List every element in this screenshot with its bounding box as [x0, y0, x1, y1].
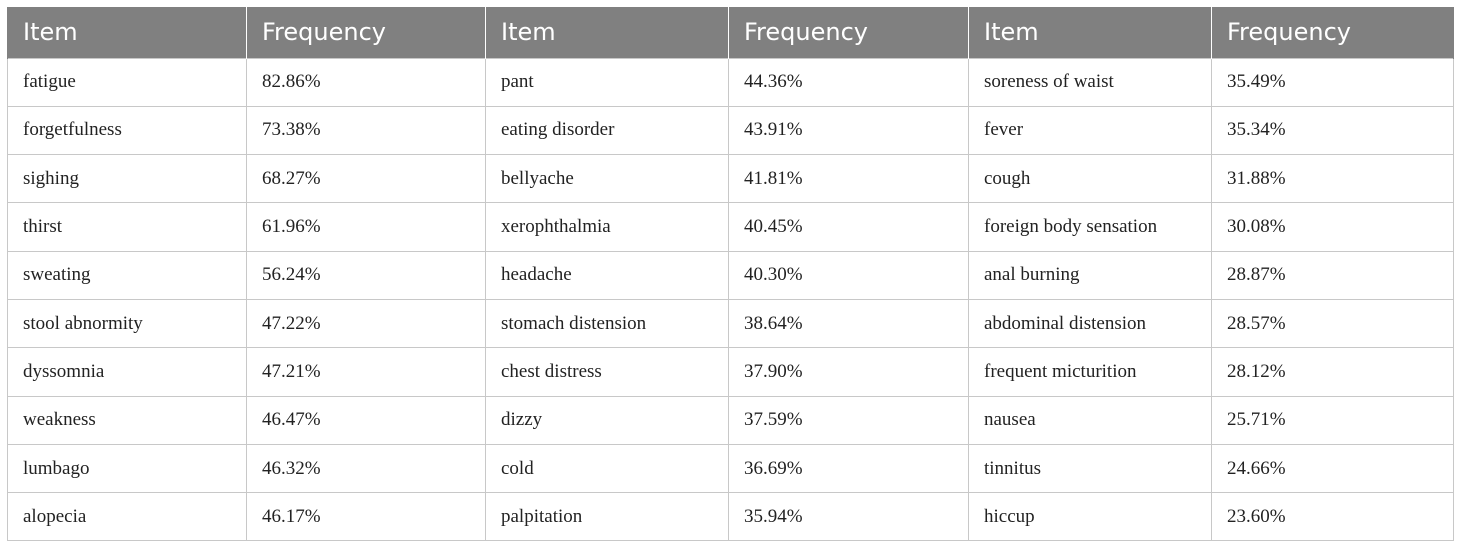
item-cell: anal burning [969, 251, 1212, 299]
frequency-cell: 41.81% [729, 155, 969, 203]
item-cell: dyssomnia [8, 348, 247, 396]
frequency-cell: 47.21% [247, 348, 486, 396]
frequency-cell: 28.57% [1212, 299, 1454, 347]
frequency-cell: 44.36% [729, 58, 969, 106]
frequency-cell: 30.08% [1212, 203, 1454, 251]
frequency-cell: 25.71% [1212, 396, 1454, 444]
frequency-cell: 40.30% [729, 251, 969, 299]
item-cell: lumbago [8, 444, 247, 492]
item-cell: stomach distension [486, 299, 729, 347]
item-cell: stool abnormity [8, 299, 247, 347]
frequency-cell: 68.27% [247, 155, 486, 203]
frequency-cell: 73.38% [247, 106, 486, 154]
item-cell: fever [969, 106, 1212, 154]
item-cell: bellyache [486, 155, 729, 203]
item-cell: palpitation [486, 493, 729, 541]
item-cell: dizzy [486, 396, 729, 444]
frequency-cell: 46.32% [247, 444, 486, 492]
item-cell: weakness [8, 396, 247, 444]
table-row [8, 396, 1454, 444]
item-cell: tinnitus [969, 444, 1212, 492]
table-row [8, 58, 1454, 106]
frequency-cell: 61.96% [247, 203, 486, 251]
header-frequency-2: Frequency [729, 7, 969, 58]
table-row [8, 203, 1454, 251]
table-row [8, 444, 1454, 492]
frequency-cell: 35.49% [1212, 58, 1454, 106]
item-cell: chest distress [486, 348, 729, 396]
item-cell: sighing [8, 155, 247, 203]
frequency-cell: 47.22% [247, 299, 486, 347]
frequency-cell: 31.88% [1212, 155, 1454, 203]
frequency-cell: 40.45% [729, 203, 969, 251]
item-cell: thirst [8, 203, 247, 251]
table-header [8, 7, 1454, 58]
frequency-cell: 23.60% [1212, 493, 1454, 541]
frequency-cell: 46.17% [247, 493, 486, 541]
header-item-1: Item [8, 7, 247, 58]
symptom-frequency-table [7, 7, 1454, 541]
frequency-cell: 37.90% [729, 348, 969, 396]
frequency-cell: 35.34% [1212, 106, 1454, 154]
frequency-cell: 82.86% [247, 58, 486, 106]
item-cell: cough [969, 155, 1212, 203]
item-cell: soreness of waist [969, 58, 1212, 106]
item-cell: frequent micturition [969, 348, 1212, 396]
frequency-cell: 24.66% [1212, 444, 1454, 492]
item-cell: headache [486, 251, 729, 299]
frequency-cell: 43.91% [729, 106, 969, 154]
item-cell: alopecia [8, 493, 247, 541]
table-row [8, 155, 1454, 203]
header-item-3: Item [969, 7, 1212, 58]
item-cell: pant [486, 58, 729, 106]
frequency-table-container [7, 7, 1453, 541]
table-row [8, 493, 1454, 541]
item-cell: foreign body sensation [969, 203, 1212, 251]
item-cell: fatigue [8, 58, 247, 106]
item-cell: hiccup [969, 493, 1212, 541]
frequency-cell: 46.47% [247, 396, 486, 444]
table-row [8, 348, 1454, 396]
frequency-cell: 35.94% [729, 493, 969, 541]
table-body [8, 58, 1454, 541]
table-row [8, 106, 1454, 154]
item-cell: forgetfulness [8, 106, 247, 154]
item-cell: eating disorder [486, 106, 729, 154]
table-row [8, 299, 1454, 347]
header-frequency-3: Frequency [1212, 7, 1454, 58]
frequency-cell: 56.24% [247, 251, 486, 299]
frequency-cell: 28.87% [1212, 251, 1454, 299]
item-cell: cold [486, 444, 729, 492]
frequency-cell: 38.64% [729, 299, 969, 347]
frequency-cell: 28.12% [1212, 348, 1454, 396]
table-row [8, 251, 1454, 299]
frequency-cell: 36.69% [729, 444, 969, 492]
frequency-cell: 37.59% [729, 396, 969, 444]
item-cell: xerophthalmia [486, 203, 729, 251]
item-cell: abdominal distension [969, 299, 1212, 347]
header-frequency-1: Frequency [247, 7, 486, 58]
item-cell: sweating [8, 251, 247, 299]
header-row [8, 7, 1454, 58]
item-cell: nausea [969, 396, 1212, 444]
header-item-2: Item [486, 7, 729, 58]
